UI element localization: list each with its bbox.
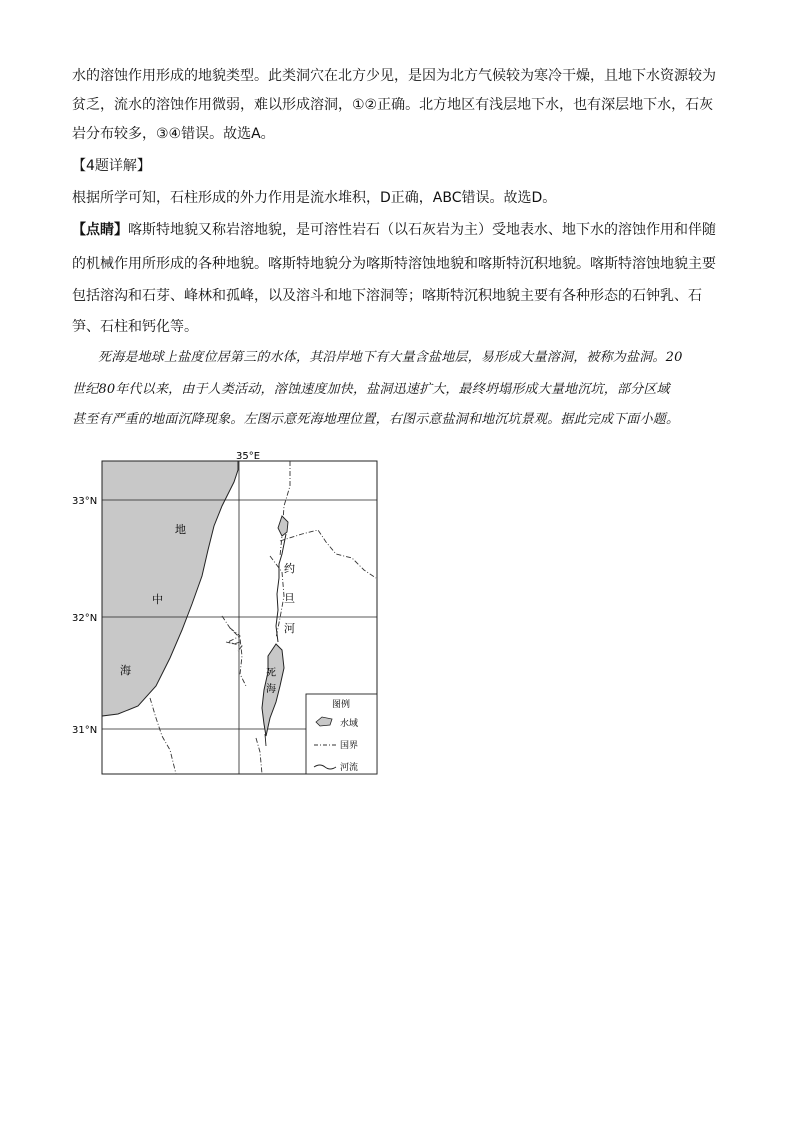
dead-sea-location-map	[70, 446, 390, 782]
tip-line: 笋、石柱和钙化等。	[72, 319, 198, 335]
map-legend	[306, 694, 377, 774]
intro-line: 世纪80年代以来，由于人类活动，溶蚀速度加快，盐洞迅速扩大，最终坍塌形成大量地沉坑，部分区域	[72, 382, 670, 397]
q4-answer: 根据所学可知，石柱形成的外力作用是流水堆积，D正确，ABC错误。故选D。	[72, 190, 557, 206]
sea-label-char: 中	[152, 593, 163, 606]
paragraph-line: 水的溶蚀作用形成的地貌类型。此类洞穴在北方少见，是因为北方气候较为寒冷干燥，且地下水资源较为	[72, 68, 716, 84]
sea-label-char: 海	[120, 664, 131, 677]
river-label-char: 河	[284, 622, 295, 635]
legend-river-label: 河流	[340, 763, 359, 773]
map-svg	[70, 446, 390, 782]
tip-line: 的机械作用所形成的各种地貌。喀斯特地貌分为喀斯特溶蚀地貌和喀斯特沉积地貌。喀斯特溶蚀地貌主要	[72, 256, 716, 272]
sea-label-char: 地	[175, 523, 186, 536]
intro-line: 甚至有严重的地面沉降现象。左图示意死海地理位置，右图示意盐洞和地沉坑景观。据此完成下面小题。	[72, 412, 680, 427]
tip-text: 喀斯特地貌又称岩溶地貌，是可溶性岩石（以石灰岩为主）受地表水、地下水的溶蚀作用和伴随	[128, 222, 716, 238]
legend-border-label: 国界	[340, 741, 359, 751]
lat-32-label: 32°N	[72, 613, 98, 624]
river-label-char: 约	[284, 562, 295, 575]
paragraph-line: 贫乏，流水的溶蚀作用微弱，难以形成溶洞，①②正确。北方地区有浅层地下水，也有深层地下水，石灰	[72, 97, 714, 113]
q4-header: 【4题详解】	[72, 158, 151, 174]
deadsea-label-char: 死	[266, 668, 276, 679]
lat-33-label: 33°N	[72, 496, 98, 507]
deadsea-label-char: 海	[266, 684, 276, 695]
river-label-char: 旦	[284, 592, 295, 605]
lon-label: 35°E	[236, 451, 261, 462]
legend-title: 图例	[332, 700, 351, 710]
legend-water-label: 水域	[340, 719, 359, 729]
tip-label: 【点睛】	[72, 222, 128, 238]
lat-31-label: 31°N	[72, 725, 98, 736]
tip-line: 包括溶沟和石芽、峰林和孤峰，以及溶斗和地下溶洞等；喀斯特沉积地貌主要有各种形态的石钟乳、石	[72, 288, 702, 304]
tip-line	[72, 216, 724, 245]
intro-line: 死海是地球上盐度位居第三的水体，其沿岸地下有大量含盐地层，易形成大量溶洞，被称为盐洞。20	[98, 350, 683, 365]
paragraph-line: 岩分布较多，③④错误。故选A。	[72, 126, 275, 142]
